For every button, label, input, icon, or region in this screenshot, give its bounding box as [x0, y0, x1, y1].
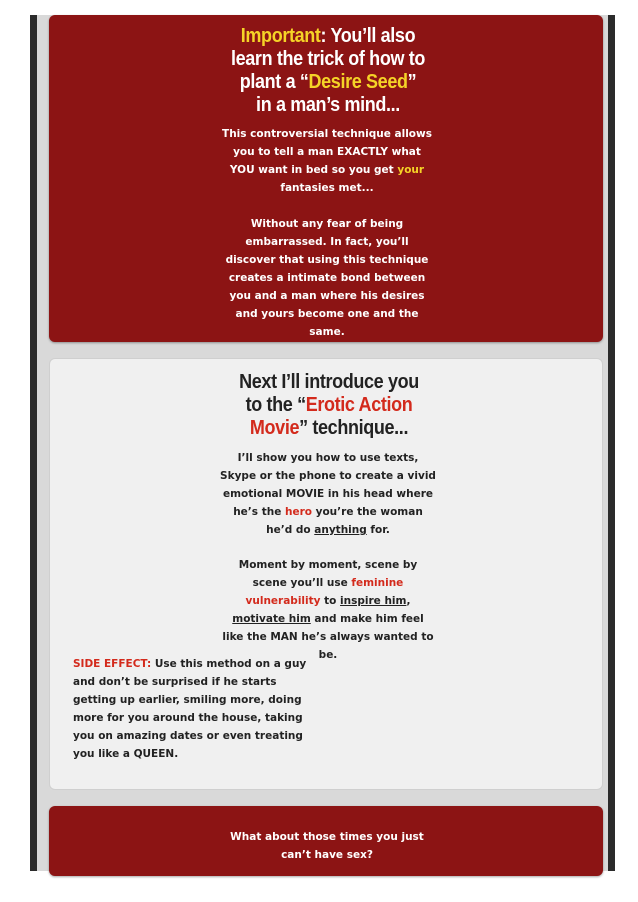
heading-erotic-action-highlight: Erotic Action Movie: [249, 394, 413, 439]
erotic-action-paragraph-2: [220, 556, 436, 664]
no-sex-paragraph: What about those times you just can’t have sex?: [230, 831, 424, 861]
paragraph-tail: and make him feel like the MAN he’s always wanted to be.: [222, 613, 434, 661]
paragraph-text: I’ll show you how to use texts, Skype or the phone to create a vivid emotional MOVIE in his head where he’s the: [220, 452, 436, 518]
heading-important-label: Important: [240, 25, 321, 47]
heading-tail: ” in a man’s mind...: [256, 71, 417, 116]
inspire-him-underlined: inspire him: [340, 595, 407, 607]
no-sex-panel: [49, 806, 603, 876]
paragraph-text: to: [320, 595, 341, 607]
erotic-action-heading: [231, 371, 427, 440]
erotic-action-movie-panel: [49, 358, 603, 790]
desire-seed-paragraph-1: [221, 125, 433, 197]
desire-seed-paragraph-2: Without any fear of being embarrassed. In fact, you’ll discover that using this technique creates a intimate bond between you and a man where his desires and yours become one and the same.: [225, 218, 429, 338]
desire-seed-panel: [49, 15, 603, 342]
paragraph-tail: for.: [366, 524, 390, 536]
heading-desire-seed-highlight: Desire Seed: [308, 71, 408, 93]
feminine-vulnerability-highlight: feminine vulnerability: [245, 577, 404, 607]
motivate-him-underlined: motivate him: [232, 613, 311, 625]
paragraph-text: This controversial technique allows you to tell a man EXACTLY what YOU want in bed so you get: [222, 128, 432, 176]
erotic-action-paragraph-1: [220, 449, 436, 539]
side-effect-label: SIDE EFFECT:: [73, 658, 152, 670]
side-effect-paragraph: [73, 655, 313, 763]
your-highlight: your: [397, 164, 425, 176]
heading-text: Next I’ll introduce you to the “: [239, 371, 419, 416]
heading-tail: ” technique...: [299, 417, 409, 439]
desire-seed-heading: [230, 25, 426, 117]
paragraph-text: ,: [406, 595, 411, 607]
heading-text: : You’ll also learn the trick of how to plant a “: [230, 25, 426, 93]
anything-underlined: anything: [314, 524, 367, 536]
paragraph-text: Moment by moment, scene by scene you’ll use: [238, 559, 418, 589]
paragraph-text: you’re the woman he’d do: [266, 506, 423, 536]
hero-highlight: hero: [284, 506, 312, 518]
paragraph-tail: fantasies met...: [280, 182, 374, 194]
side-effect-text: Use this method on a guy and don’t be surprised if he starts getting up earlier, smiling more, doing more for you around the house, taking you on amazing dates or even treating you like a QUEEN.: [73, 658, 307, 760]
